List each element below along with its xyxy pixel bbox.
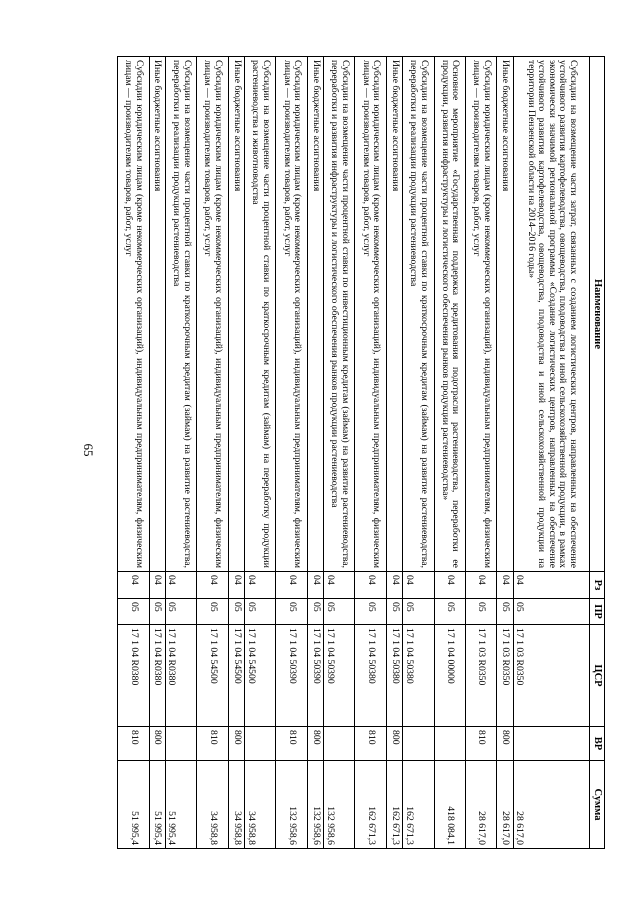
row-sum: 51 995,4	[165, 761, 196, 849]
row-csr: 17 1 04 50390	[307, 625, 323, 727]
table-row	[118, 57, 150, 849]
row-pr: 05	[245, 599, 276, 625]
table-row	[434, 57, 465, 849]
row-csr: 17 1 04 50380	[355, 625, 386, 727]
row-pr: 05	[434, 599, 465, 625]
row-pr: 05	[513, 599, 589, 625]
row-csr: 17 1 04 50380	[403, 625, 434, 727]
row-pr: 05	[165, 599, 196, 625]
row-rz: 04	[197, 572, 228, 599]
row-pr: 05	[228, 599, 244, 625]
row-csr: 17 1 04 54500	[245, 625, 276, 727]
row-name: Субсидии юридическим лицам (кроме некоммерческих организаций), индивидуальным предпринимателям, физическим лицам — производителям товаров, работ, услуг	[355, 57, 386, 572]
row-rz: 04	[228, 572, 244, 599]
row-pr: 05	[324, 599, 355, 625]
row-rz: 04	[497, 572, 513, 599]
row-csr: 17 1 04 50390	[324, 625, 355, 727]
row-csr: 17 1 03 R0350	[465, 625, 496, 727]
row-sum: 34 958,8	[197, 761, 228, 849]
table-row	[228, 57, 244, 849]
row-csr: 17 1 04 50390	[276, 625, 307, 727]
table-row	[513, 57, 589, 849]
row-sum: 162 671,3	[403, 761, 434, 849]
row-sum: 162 671,3	[386, 761, 402, 849]
row-rz: 04	[118, 572, 150, 599]
row-vr: 810	[118, 727, 150, 761]
row-sum: 34 958,8	[245, 761, 276, 849]
row-sum: 28 617,0	[497, 761, 513, 849]
table-row	[197, 57, 228, 849]
row-pr: 05	[386, 599, 402, 625]
row-vr	[165, 727, 196, 761]
header-row	[590, 57, 605, 849]
row-sum: 132 958,6	[276, 761, 307, 849]
row-name: Субсидии юридическим лицам (кроме некоммерческих организаций), индивидуальным предпринимателям, физическим лицам — производителям товаров, работ, услуг	[465, 57, 496, 572]
table-header	[590, 57, 605, 849]
row-sum: 418 084,1	[434, 761, 465, 849]
table-row	[245, 57, 276, 849]
row-csr: 17 1 04 R0380	[149, 625, 165, 727]
row-sum: 132 958,6	[307, 761, 323, 849]
budget-table-container	[117, 56, 605, 848]
table-row	[276, 57, 307, 849]
table-row	[386, 57, 402, 849]
row-rz: 04	[434, 572, 465, 599]
row-name: Основное мероприятие «Государственная поддержка кредитования подотрасли растениеводства, переработки ее продукции, развития инфраструктуры и логистического обеспечения рынков продукции растениеводства»	[434, 57, 465, 572]
row-vr: 810	[465, 727, 496, 761]
table-row	[307, 57, 323, 849]
row-vr: 810	[276, 727, 307, 761]
row-name: Иные бюджетные ассигнования	[149, 57, 165, 572]
row-name: Субсидии на возмещение части процентной ставки по краткосрочным кредитам (займам) на переработку продукции растениеводства и животноводства	[245, 57, 276, 572]
row-rz: 04	[465, 572, 496, 599]
header-name: Наименование	[590, 57, 605, 572]
table-body	[118, 57, 590, 849]
header-csr: ЦСР	[590, 625, 605, 727]
row-name: Иные бюджетные ассигнования	[497, 57, 513, 572]
row-pr: 05	[465, 599, 496, 625]
row-sum: 132 958,6	[324, 761, 355, 849]
row-vr	[434, 727, 465, 761]
row-pr: 05	[149, 599, 165, 625]
row-name: Субсидии юридическим лицам (кроме некоммерческих организаций), индивидуальным предпринимателям, физическим лицам — производителям товаров, работ, услуг	[197, 57, 228, 572]
header-pr: ПР	[590, 599, 605, 625]
header-rz: Рз	[590, 572, 605, 599]
row-rz: 04	[403, 572, 434, 599]
row-name: Субсидии на возмещение части процентной ставки по краткосрочным кредитам (займам) на развитие растениеводства, переработки и реализации продукции растениеводства	[165, 57, 196, 572]
budget-table	[117, 56, 605, 849]
table-row	[497, 57, 513, 849]
row-vr	[513, 727, 589, 761]
row-csr: 17 1 04 R0380	[118, 625, 150, 727]
row-vr: 800	[228, 727, 244, 761]
row-csr: 17 1 03 R0350	[497, 625, 513, 727]
row-vr	[403, 727, 434, 761]
row-pr: 05	[276, 599, 307, 625]
row-name: Субсидии на возмещение части затрат, связанных с созданием логистических центров, направленных на обеспечение устойчивого развития картофелеводства, овощеводства, плодоводства и иной сельскохозяйственной продукции, в рамках экономически значимой региональной программы «Создание логистических центров, направленных на обеспечение устойчивого развития картофелеводства, овощеводства, плодоводства и иной сельскохозяйственной продукции на территории Пензенской области на 2014–2016 годы»	[513, 57, 589, 572]
row-vr: 800	[497, 727, 513, 761]
row-vr: 800	[149, 727, 165, 761]
row-csr: 17 1 04 54500	[228, 625, 244, 727]
row-vr: 800	[307, 727, 323, 761]
row-vr: 810	[355, 727, 386, 761]
row-sum: 28 617,0	[465, 761, 496, 849]
row-pr: 05	[497, 599, 513, 625]
table-row	[403, 57, 434, 849]
header-sum: Сумма	[590, 761, 605, 849]
row-sum: 34 958,8	[228, 761, 244, 849]
row-pr: 05	[403, 599, 434, 625]
header-vr: ВР	[590, 727, 605, 761]
row-sum: 51 995,4	[118, 761, 150, 849]
row-sum: 162 671,3	[355, 761, 386, 849]
row-name: Субсидии на возмещение части процентной ставки по краткосрочным кредитам (займам) на развитие растениеводства, переработки и реализации продукции растениеводства	[403, 57, 434, 572]
row-csr: 17 1 03 R0350	[513, 625, 589, 727]
row-name: Субсидии юридическим лицам (кроме некоммерческих организаций), индивидуальным предпринимателям, физическим лицам — производителям товаров, работ, услуг	[276, 57, 307, 572]
row-rz: 04	[276, 572, 307, 599]
row-rz: 04	[386, 572, 402, 599]
row-name: Субсидии юридическим лицам (кроме некоммерческих организаций), индивидуальным предпринимателям, физическим лицам — производителям товаров, работ, услуг	[118, 57, 150, 572]
row-vr: 800	[386, 727, 402, 761]
row-sum: 28 617,0	[513, 761, 589, 849]
row-rz: 04	[324, 572, 355, 599]
row-vr: 810	[197, 727, 228, 761]
row-sum: 51 995,4	[149, 761, 165, 849]
row-name: Субсидии на возмещение части процентной ставки по инвестиционным кредитам (займам) на развитие растениеводства, переработки и развития инфраструктуры и логистического обеспечения рынков продукции растениеводства	[324, 57, 355, 572]
row-pr: 05	[197, 599, 228, 625]
row-rz: 04	[165, 572, 196, 599]
row-rz: 04	[513, 572, 589, 599]
row-csr: 17 1 04 R0380	[165, 625, 196, 727]
row-csr: 17 1 04 54500	[197, 625, 228, 727]
table-row	[355, 57, 386, 849]
row-rz: 04	[245, 572, 276, 599]
table-row	[324, 57, 355, 849]
table-row	[149, 57, 165, 849]
row-csr: 17 1 04 50380	[386, 625, 402, 727]
row-rz: 04	[149, 572, 165, 599]
row-name: Иные бюджетные ассигнования	[228, 57, 244, 572]
row-vr	[324, 727, 355, 761]
row-vr	[245, 727, 276, 761]
row-pr: 05	[307, 599, 323, 625]
row-pr: 05	[355, 599, 386, 625]
row-name: Иные бюджетные ассигнования	[307, 57, 323, 572]
row-rz: 04	[355, 572, 386, 599]
row-csr: 17 1 04 00000	[434, 625, 465, 727]
table-row	[165, 57, 196, 849]
row-name: Иные бюджетные ассигнования	[386, 57, 402, 572]
page-number: 65	[81, 443, 96, 457]
table-row	[465, 57, 496, 849]
row-pr: 05	[118, 599, 150, 625]
row-rz: 04	[307, 572, 323, 599]
